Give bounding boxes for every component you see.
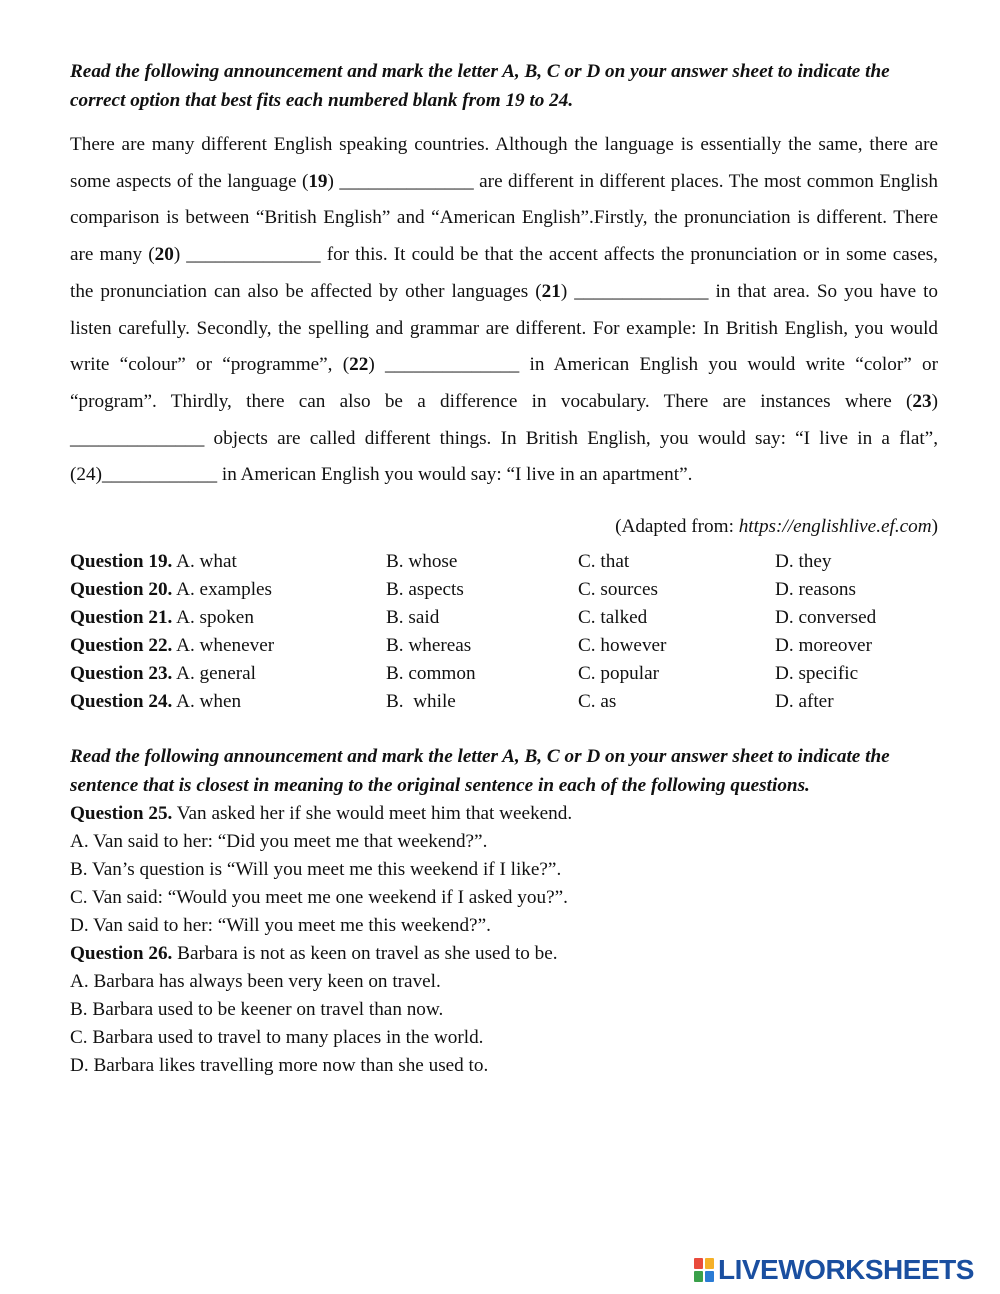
source-suffix: ) xyxy=(931,516,938,538)
option-25-a[interactable]: A. Van said to her: “Did you meet me that weekend?”. xyxy=(70,831,488,853)
logo-square-3 xyxy=(694,1271,703,1282)
section1-instruction: Read the following announcement and mark the letter A, B, C or D on your answer sheet to indicate the correct option that best fits each numbered blank from 19 to 24. xyxy=(70,61,890,111)
option-26-b[interactable]: B. Barbara used to be keener on travel than now. xyxy=(70,999,444,1021)
source-citation xyxy=(70,513,938,541)
question-19-label-wrap xyxy=(70,548,237,576)
option-20-a[interactable]: A. examples xyxy=(176,579,273,601)
passage-text-2: ) ______________ are different in different places. The most common English comparison is between “British English” and “American English”.Firstly, the pronunciation is different. There are many ( xyxy=(70,170,938,266)
option-20-c[interactable]: C. sources xyxy=(578,579,658,601)
passage-text-6: ) ______________ objects are called different things. In British English, you would say: “I live in a flat”, (24)____________ in American English you would say: “I live in an apartment”. xyxy=(70,390,938,486)
option-21-d[interactable]: D. conversed xyxy=(775,607,877,629)
question-22-label: Question 22. xyxy=(70,635,173,657)
option-21-c[interactable]: C. talked xyxy=(578,607,648,629)
option-20-d[interactable]: D. reasons xyxy=(775,579,856,601)
option-23-b[interactable]: B. common xyxy=(386,663,476,685)
question-row-19 xyxy=(70,548,938,576)
question-row-20 xyxy=(70,576,938,604)
option-25-b[interactable]: B. Van’s question is “Will you meet me this weekend if I like?”. xyxy=(70,859,562,881)
question-24-label: Question 24. xyxy=(70,691,173,713)
liveworksheets-logo-icon xyxy=(694,1258,714,1282)
option-24-c[interactable]: C. as xyxy=(578,691,617,713)
question-26-text: Barbara is not as keen on travel as she used to be. xyxy=(172,943,558,965)
question-row-22 xyxy=(70,632,938,660)
section2 xyxy=(70,743,938,1080)
option-19-c[interactable]: C. that xyxy=(578,551,630,573)
option-26-c[interactable]: C. Barbara used to travel to many places in the world. xyxy=(70,1027,484,1049)
option-24-a[interactable]: A. when xyxy=(176,691,242,713)
passage-text-3: ) ______________ for this. It could be that the accent affects the pronunciation or in some cases, the pronunciation can also be affected by other languages ( xyxy=(70,244,938,302)
blank-number-23: 23 xyxy=(912,390,932,412)
option-22-c[interactable]: C. however xyxy=(578,635,667,657)
option-19-b[interactable]: B. whose xyxy=(386,551,458,573)
blank-number-19: 19 xyxy=(308,170,328,192)
question-26-label: Question 26. xyxy=(70,943,173,965)
question-row-24 xyxy=(70,688,938,716)
option-26-a[interactable]: A. Barbara has always been very keen on travel. xyxy=(70,971,441,993)
question-options xyxy=(70,548,938,716)
question-19-label: Question 19. xyxy=(70,551,173,573)
option-22-d[interactable]: D. moreover xyxy=(775,635,872,657)
question-24-label-wrap xyxy=(70,688,241,716)
source-url: https://englishlive.ef.com xyxy=(738,516,932,538)
question-20-label: Question 20. xyxy=(70,579,173,601)
option-25-c[interactable]: C. Van said: “Would you meet me one weekend if I asked you?”. xyxy=(70,887,568,909)
logo-square-1 xyxy=(694,1258,703,1269)
option-20-b[interactable]: B. aspects xyxy=(386,579,464,601)
logo-square-2 xyxy=(705,1258,714,1269)
question-row-23 xyxy=(70,660,938,688)
option-22-b[interactable]: B. whereas xyxy=(386,635,472,657)
question-26-stem xyxy=(70,940,938,968)
option-24-d[interactable]: D. after xyxy=(775,691,834,713)
option-21-b[interactable]: B. said xyxy=(386,607,440,629)
section2-instruction: Read the following announcement and mark the letter A, B, C or D on your answer sheet to indicate the sentence that is closest in meaning to the original sentence in each of the following questions. xyxy=(70,746,890,796)
option-23-a[interactable]: A. general xyxy=(176,663,257,685)
question-25-label: Question 25. xyxy=(70,803,173,825)
question-23-label: Question 23. xyxy=(70,663,173,685)
option-23-c[interactable]: C. popular xyxy=(578,663,660,685)
question-21-label-wrap xyxy=(70,604,254,632)
question-23-label-wrap xyxy=(70,660,256,688)
passage xyxy=(70,127,938,494)
option-19-a[interactable]: A. what xyxy=(176,551,237,573)
blank-number-20: 20 xyxy=(154,244,174,266)
option-22-a[interactable]: A. whenever xyxy=(176,635,275,657)
question-row-21 xyxy=(70,604,938,632)
question-20-label-wrap xyxy=(70,576,272,604)
option-26-d[interactable]: D. Barbara likes travelling more now than she used to. xyxy=(70,1055,489,1077)
option-19-d[interactable]: D. they xyxy=(775,551,832,573)
question-21-label: Question 21. xyxy=(70,607,173,629)
option-24-b[interactable]: B. while xyxy=(386,691,456,713)
question-25-text: Van asked her if she would meet him that weekend. xyxy=(172,803,573,825)
option-21-a[interactable]: A. spoken xyxy=(176,607,254,629)
blank-number-22: 22 xyxy=(349,354,369,376)
liveworksheets-logo-text: LIVEWORKSHEETS xyxy=(718,1254,974,1285)
worksheet-page xyxy=(70,58,938,1080)
option-23-d[interactable]: D. specific xyxy=(775,663,859,685)
logo-square-4 xyxy=(705,1271,714,1282)
question-25-stem xyxy=(70,800,938,828)
source-prefix: (Adapted from: xyxy=(615,516,739,538)
passage-text-4: ) ______________ in that area. So you have to listen carefully. Secondly, the spelling and grammar are different. For example: In British English, you would write “colour” or “programme”, ( xyxy=(70,280,938,376)
liveworksheets-logo xyxy=(694,1256,974,1284)
passage-text-1: There are many different English speaking countries. Although the language is essentially the same, there are some aspects of the language ( xyxy=(70,134,938,192)
passage-text-5: ) ______________ in American English you would write “color” or “program”. Thirdly, there can also be a difference in vocabulary. There are instances where ( xyxy=(70,354,938,412)
blank-number-21: 21 xyxy=(541,280,561,302)
option-25-d[interactable]: D. Van said to her: “Will you meet me this weekend?”. xyxy=(70,915,491,937)
question-22-label-wrap xyxy=(70,632,274,660)
